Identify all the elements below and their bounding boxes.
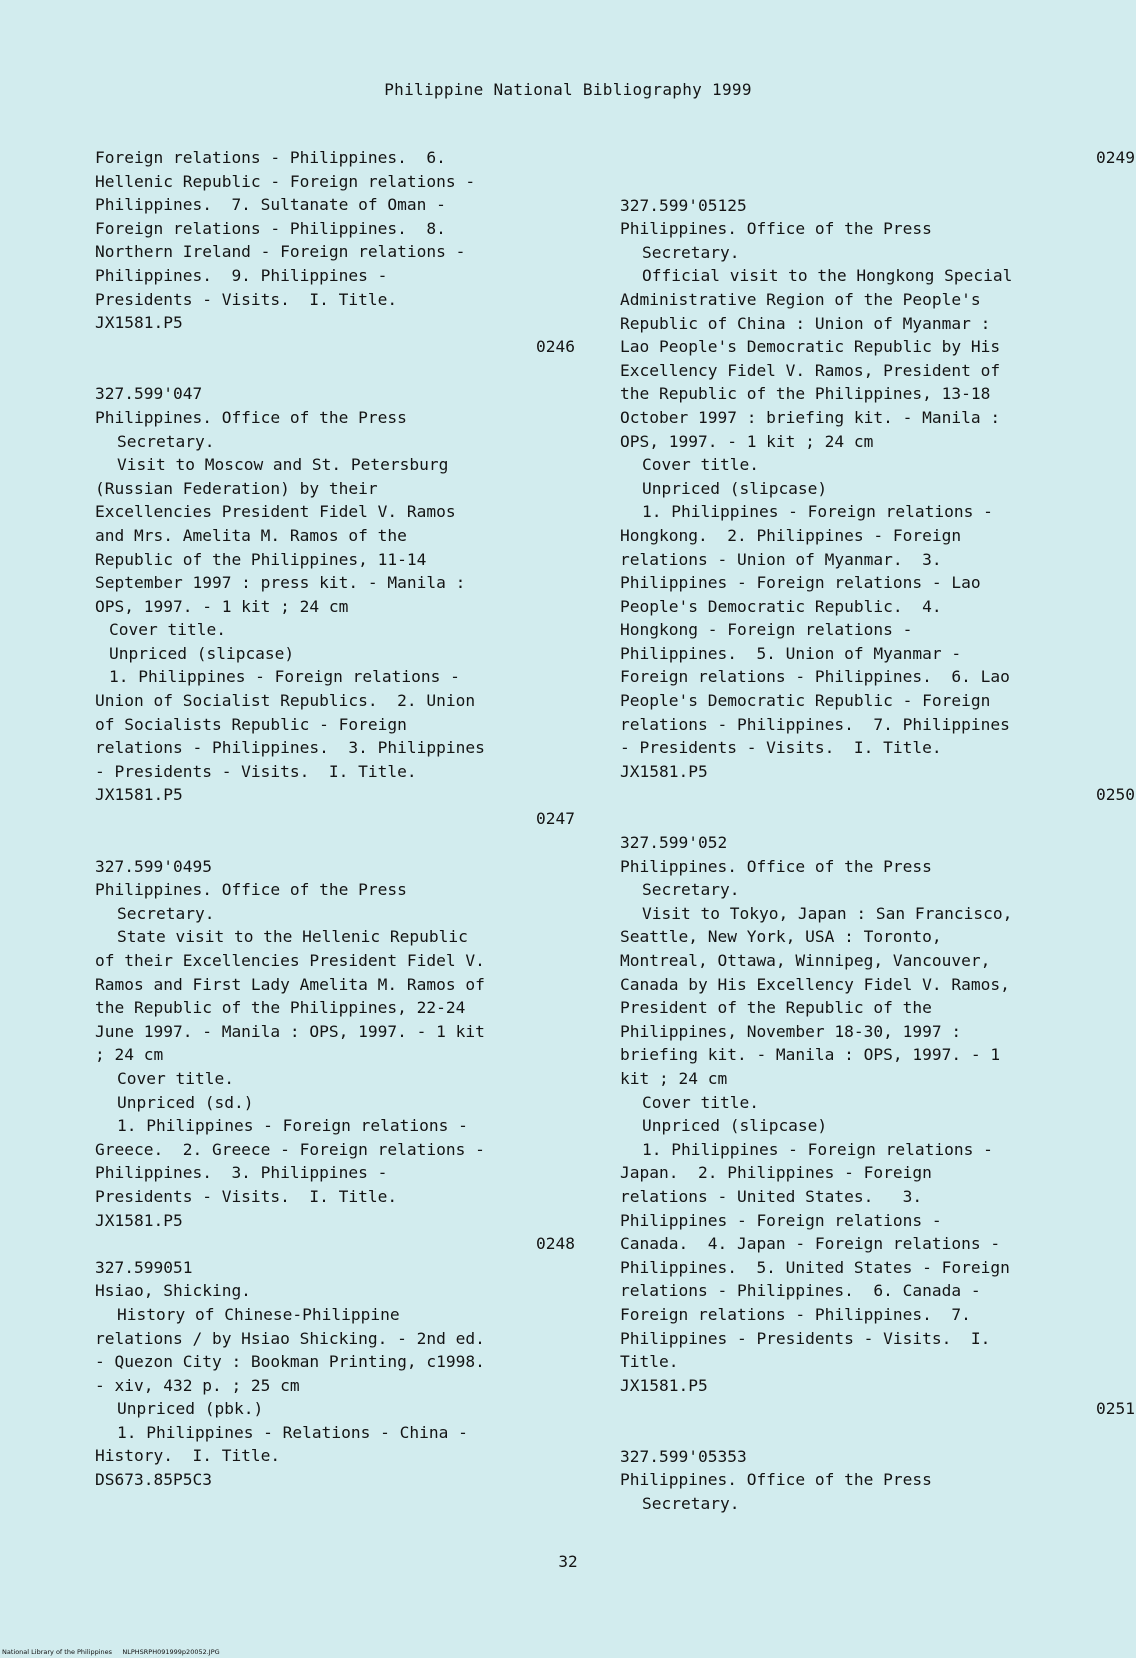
subject: Philippines - Foreign relations - Lao <box>620 573 981 593</box>
subject: Philippines - Foreign relations - <box>620 1210 942 1230</box>
line: Official visit to the Hongkong Special <box>642 266 1013 286</box>
line: (Russian Federation) by their <box>95 478 378 498</box>
line: Northern Ireland - Foreign relations - <box>95 242 466 262</box>
note: Cover title. <box>117 1068 234 1088</box>
entry-number: 0246 <box>536 336 575 356</box>
subject: relations - Philippines. 3. Philippines <box>95 738 485 758</box>
line: the Republic of the Philippines, 22-24 <box>95 998 466 1018</box>
note: Cover title. <box>642 1092 759 1112</box>
line: - xiv, 432 p. ; 25 cm <box>95 1375 300 1395</box>
line: Montreal, Ottawa, Winnipeg, Vancouver, <box>620 951 991 970</box>
line: President of the Republic of the <box>620 998 932 1018</box>
line: Visit to Tokyo, Japan : San Francisco, <box>642 903 1013 923</box>
subject: - Presidents - Visits. I. Title. <box>620 738 942 758</box>
author: Philippines. Office of the Press <box>620 856 932 876</box>
line: ; 24 cm <box>95 1045 164 1065</box>
line: September 1997 : press kit. - Manila : <box>95 573 466 593</box>
call-number: JX1581.P5 <box>620 1375 708 1395</box>
line: Seattle, New York, USA : Toronto, <box>620 927 942 947</box>
line: June 1997. - Manila : OPS, 1997. - 1 kit <box>95 1021 485 1041</box>
right-column <box>620 146 1135 1516</box>
footer <box>2 1648 220 1656</box>
line: Ramos and First Lady Amelita M. Ramos of <box>95 974 485 994</box>
line: October 1997 : briefing kit. - Manila : <box>620 407 1001 427</box>
subject: Title. <box>620 1352 679 1372</box>
class-number: 327.599'0495 <box>95 856 212 876</box>
line: OPS, 1997. - 1 kit ; 24 cm <box>620 431 874 451</box>
call-number: DS673.85P5C3 <box>95 1470 212 1490</box>
note: Unpriced (slipcase) <box>642 1116 828 1136</box>
line: Canada by His Excellency Fidel V. Ramos, <box>620 974 1010 994</box>
line: - Quezon City : Bookman Printing, c1998. <box>95 1352 485 1372</box>
class-number: 327.599'052 <box>620 833 728 853</box>
page-number: 32 <box>558 1552 578 1571</box>
call-number: JX1581.P5 <box>95 785 183 805</box>
class-number: 327.599051 <box>95 1257 193 1277</box>
subject: relations - United States. 3. <box>620 1186 923 1206</box>
line: Lao People's Democratic Republic by His <box>620 337 1001 357</box>
line: Visit to Moscow and St. Petersburg <box>117 455 449 475</box>
line: Foreign relations - Philippines. 6. <box>95 148 446 167</box>
note: Cover title. <box>642 455 759 475</box>
line: the Republic of the Philippines, 13-18 <box>620 384 991 404</box>
class-number: 327.599'05125 <box>620 195 747 215</box>
entry-0248 <box>95 1232 575 1492</box>
subject: Canada. 4. Japan - Foreign relations - <box>620 1234 1001 1254</box>
subject: Union of Socialist Republics. 2. Union <box>95 691 476 711</box>
author: Philippines. Office of the Press <box>620 219 932 239</box>
subject: 1. Philippines - Foreign relations - <box>117 1116 468 1136</box>
note: Unpriced (slipcase) <box>109 643 295 663</box>
line: Republic of China : Union of Myanmar : <box>620 313 991 333</box>
subject: relations - Union of Myanmar. 3. <box>620 549 942 569</box>
entry-0249 <box>620 146 1135 783</box>
subject: 1. Philippines - Relations - China - <box>117 1422 468 1442</box>
call-number: JX1581.P5 <box>95 313 183 333</box>
entry-number: 0249 <box>1096 148 1135 167</box>
line: Presidents - Visits. I. Title. <box>95 289 398 309</box>
subject: of Socialists Republic - Foreign <box>95 714 407 734</box>
subject: People's Democratic Republic - Foreign <box>620 691 991 711</box>
subject: Philippines. 3. Philippines - <box>95 1163 388 1183</box>
subject: Philippines. 5. Union of Myanmar - <box>620 643 962 663</box>
line: of their Excellencies President Fidel V. <box>95 951 485 970</box>
author-continued: Secretary. <box>642 880 740 900</box>
line: Foreign relations - Philippines. 8. <box>95 218 446 238</box>
note: Unpriced (sd.) <box>117 1092 254 1112</box>
line: History of Chinese-Philippine <box>117 1304 400 1324</box>
author: Hsiao, Shicking. <box>95 1281 251 1301</box>
footer-source: National Library of the Philippines <box>2 1648 113 1656</box>
author: Philippines. Office of the Press <box>95 407 407 427</box>
subject: 1. Philippines - Foreign relations - <box>642 502 993 522</box>
author: Philippines. Office of the Press <box>95 880 407 900</box>
author-continued: Secretary. <box>117 903 215 923</box>
subject: History. I. Title. <box>95 1446 281 1466</box>
subject: - Presidents - Visits. I. Title. <box>95 761 417 781</box>
line: and Mrs. Amelita M. Ramos of the <box>95 525 407 545</box>
page-title: Philippine National Bibliography 1999 <box>384 80 752 99</box>
author-continued: Secretary. <box>642 1494 740 1514</box>
call-number: JX1581.P5 <box>620 761 708 781</box>
entry-0245-tail <box>95 146 575 335</box>
line: Excellency Fidel V. Ramos, President of <box>620 360 1001 380</box>
entry-number: 0250 <box>1096 785 1135 805</box>
entry-number: 0251 <box>1096 1399 1135 1419</box>
subject: 1. Philippines - Foreign relations - <box>642 1139 993 1159</box>
subject: Japan. 2. Philippines - Foreign <box>620 1163 932 1183</box>
class-number: 327.599'047 <box>95 384 203 404</box>
subject: 1. Philippines - Foreign relations - <box>109 667 460 687</box>
line: State visit to the Hellenic Republic <box>117 927 468 947</box>
subject: People's Democratic Republic. 4. <box>620 596 942 616</box>
subject: Foreign relations - Philippines. 7. <box>620 1304 971 1324</box>
author: Philippines. Office of the Press <box>620 1470 932 1490</box>
subject: Greece. 2. Greece - Foreign relations - <box>95 1139 485 1159</box>
author-continued: Secretary. <box>642 242 740 262</box>
entry-number: 0247 <box>536 809 575 829</box>
line: Philippines. 9. Philippines - <box>95 265 388 285</box>
subject: relations - Philippines. 7. Philippines <box>620 714 1010 734</box>
left-column <box>95 146 575 1492</box>
subject: Philippines - Presidents - Visits. I. <box>620 1328 991 1348</box>
note: Cover title. <box>109 620 226 640</box>
line: Philippines. 7. Sultanate of Oman - <box>95 195 446 215</box>
footer-file: NLPHSRPH091999p20052.JPG <box>122 1648 220 1656</box>
subject: Hongkong - Foreign relations - <box>620 620 913 640</box>
entry-0246 <box>95 335 575 807</box>
subject: relations - Philippines. 6. Canada - <box>620 1281 981 1301</box>
author-continued: Secretary. <box>117 431 215 451</box>
line: Hellenic Republic - Foreign relations - <box>95 171 476 191</box>
call-number: JX1581.P5 <box>95 1210 183 1230</box>
line: Excellencies President Fidel V. Ramos <box>95 502 456 522</box>
line: briefing kit. - Manila : OPS, 1997. - 1 <box>620 1045 1001 1065</box>
note: Unpriced (pbk.) <box>117 1399 264 1419</box>
line: relations / by Hsiao Shicking. - 2nd ed. <box>95 1328 485 1348</box>
subject: Hongkong. 2. Philippines - Foreign <box>620 525 962 545</box>
subject: Foreign relations - Philippines. 6. Lao <box>620 667 1010 687</box>
line: OPS, 1997. - 1 kit ; 24 cm <box>95 596 349 616</box>
entry-0247 <box>95 807 575 1232</box>
subject: Presidents - Visits. I. Title. <box>95 1186 398 1206</box>
entry-0250 <box>620 783 1135 1397</box>
note: Unpriced (slipcase) <box>642 478 828 498</box>
class-number: 327.599'05353 <box>620 1446 747 1466</box>
line: Administrative Region of the People's <box>620 289 981 309</box>
line: Philippines, November 18-30, 1997 : <box>620 1021 962 1041</box>
entry-0251 <box>620 1397 1135 1515</box>
subject: Philippines. 5. United States - Foreign <box>620 1257 1010 1277</box>
line: kit ; 24 cm <box>620 1068 728 1088</box>
line: Republic of the Philippines, 11-14 <box>95 549 427 569</box>
entry-number: 0248 <box>536 1234 575 1254</box>
